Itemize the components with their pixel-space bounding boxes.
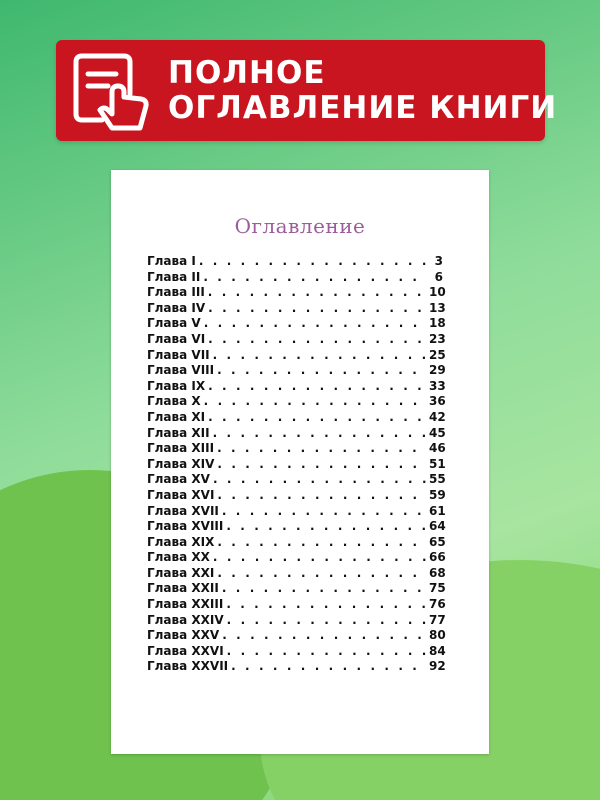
toc-entry-page-number: 77 xyxy=(429,612,446,627)
toc-entry-page-number: 3 xyxy=(434,254,443,268)
toc-entry-leader-dots xyxy=(213,550,426,564)
toc-entry-page-number: 80 xyxy=(429,628,446,643)
toc-entry-leader-dots xyxy=(227,644,426,658)
toc-entry-leader-dots xyxy=(217,457,426,471)
toc-entry-page-number: 29 xyxy=(429,363,446,378)
toc-entry xyxy=(147,550,446,566)
toc-entry xyxy=(147,254,443,270)
toc-entry-label: Глава VI xyxy=(147,331,206,346)
toc-entry-label: Глава IV xyxy=(147,300,206,315)
document-hand-icon xyxy=(68,48,154,134)
toc-entry xyxy=(147,378,446,395)
toc-entry-leader-dots xyxy=(204,316,426,330)
toc-entry-label: Глава III xyxy=(147,285,205,300)
toc-entry xyxy=(147,270,443,286)
toc-entry xyxy=(147,612,446,629)
toc-entry-label: Глава XIII xyxy=(147,441,215,456)
toc-entry-label: Глава XXIV xyxy=(147,612,224,627)
toc-entry-page-number: 66 xyxy=(429,550,446,565)
toc-entry xyxy=(147,503,446,520)
toc-entry-page-number: 75 xyxy=(429,581,446,596)
toc-entry-page-number: 76 xyxy=(429,597,446,612)
toc-title: Оглавление xyxy=(234,214,366,238)
toc-entry xyxy=(147,441,446,457)
toc-entry-page-number: 65 xyxy=(429,534,446,549)
toc-entry-label: Глава XVIII xyxy=(147,519,224,534)
toc-entry-leader-dots xyxy=(203,270,426,284)
toc-entry xyxy=(147,565,446,582)
toc-entry-leader-dots xyxy=(208,332,426,346)
toc-entry-label: Глава X xyxy=(147,394,201,409)
toc-entry-leader-dots xyxy=(222,628,426,642)
toc-entry-leader-dots xyxy=(226,519,426,533)
toc-entry-leader-dots xyxy=(226,597,426,611)
toc-list xyxy=(147,254,446,675)
banner-title-line-1: ПОЛНОЕ xyxy=(168,54,326,91)
toc-entry-label: Глава XI xyxy=(147,409,206,424)
toc-entry-page-number: 92 xyxy=(429,659,446,674)
toc-entry-label: Глава XXII xyxy=(147,581,219,596)
toc-entry-leader-dots xyxy=(222,504,426,518)
toc-entry-page-number: 13 xyxy=(429,300,446,315)
toc-entry-page-number: 10 xyxy=(429,285,446,300)
toc-entry-page-number: 46 xyxy=(429,441,446,456)
toc-entry xyxy=(147,597,446,613)
toc-entry-label: Глава II xyxy=(147,269,201,284)
toc-entry-label: Глава XX xyxy=(147,550,210,565)
toc-entry-leader-dots xyxy=(213,472,426,486)
toc-entry-leader-dots xyxy=(208,285,426,299)
title-banner xyxy=(56,40,558,141)
toc-entry-leader-dots xyxy=(217,535,426,549)
toc-entry-page-number: 6 xyxy=(434,269,443,284)
toc-entry-leader-dots xyxy=(213,426,426,440)
toc-entry xyxy=(147,409,446,426)
toc-entry-leader-dots xyxy=(217,566,426,580)
toc-entry-page-number: 42 xyxy=(429,409,446,424)
toc-entry xyxy=(147,581,446,597)
toc-entry-page-number: 55 xyxy=(429,472,446,487)
toc-entry-label: Глава V xyxy=(147,316,201,331)
toc-entry-leader-dots xyxy=(231,659,426,673)
toc-entry-leader-dots xyxy=(217,441,426,455)
toc-entry-leader-dots xyxy=(217,363,426,377)
toc-entry xyxy=(147,456,446,473)
toc-entry-page-number: 84 xyxy=(429,643,446,658)
toc-entry-leader-dots xyxy=(227,613,426,627)
toc-entry-page-number: 25 xyxy=(429,347,446,362)
toc-entry xyxy=(147,628,446,644)
toc-entry-label: Глава XIV xyxy=(147,456,215,471)
toc-entry-leader-dots xyxy=(213,348,426,362)
toc-entry-label: Глава XIX xyxy=(147,534,215,549)
toc-entry xyxy=(147,534,446,551)
toc-entry-leader-dots xyxy=(204,394,426,408)
toc-entry xyxy=(147,316,446,332)
toc-entry-page-number: 64 xyxy=(429,519,446,534)
toc-entry xyxy=(147,363,446,379)
toc-entry xyxy=(147,425,446,442)
toc-entry-page-number: 23 xyxy=(429,331,446,346)
toc-entry xyxy=(147,285,446,301)
toc-entry-label: Глава VIII xyxy=(147,363,215,378)
toc-entry-page-number: 51 xyxy=(429,456,446,471)
toc-entry-label: Глава I xyxy=(147,254,196,268)
toc-entry-label: Глава XXIII xyxy=(147,597,224,612)
toc-entry-label: Глава IX xyxy=(147,378,206,393)
toc-entry xyxy=(147,394,446,410)
toc-entry-page-number: 33 xyxy=(429,378,446,393)
toc-entry-leader-dots xyxy=(208,379,426,393)
toc-entry xyxy=(147,331,446,348)
toc-entry xyxy=(147,643,446,660)
toc-entry-leader-dots xyxy=(208,301,426,315)
toc-entry-leader-dots xyxy=(199,254,426,268)
toc-entry-page-number: 18 xyxy=(429,316,446,331)
toc-entry-leader-dots xyxy=(217,488,426,502)
toc-entry-label: Глава XVII xyxy=(147,503,219,518)
toc-entry-leader-dots xyxy=(208,410,426,424)
toc-entry-label: Глава XXVI xyxy=(147,643,224,658)
toc-entry xyxy=(147,347,446,364)
toc-entry-page-number: 45 xyxy=(429,425,446,440)
toc-entry-label: Глава XII xyxy=(147,425,210,440)
toc-entry-label: Глава XXV xyxy=(147,628,220,643)
toc-entry-page-number: 36 xyxy=(429,394,446,409)
toc-entry-label: Глава VII xyxy=(147,347,210,362)
toc-entry xyxy=(147,659,446,675)
toc-entry xyxy=(147,300,446,317)
toc-entry-label: Глава XVI xyxy=(147,487,215,502)
toc-entry-leader-dots xyxy=(222,581,426,595)
toc-entry-page-number: 68 xyxy=(429,565,446,580)
book-page xyxy=(111,170,489,754)
banner-title xyxy=(168,56,557,126)
banner-title-line-2: ОГЛАВЛЕНИЕ КНИГИ xyxy=(168,89,558,126)
toc-entry xyxy=(147,519,446,535)
toc-entry-page-number: 61 xyxy=(429,503,446,518)
toc-entry-label: Глава XXVII xyxy=(147,659,229,674)
toc-entry-page-number: 59 xyxy=(429,487,446,502)
toc-entry-label: Глава XV xyxy=(147,472,210,487)
toc-entry xyxy=(147,487,446,504)
toc-entry xyxy=(147,472,446,488)
toc-entry-label: Глава XXI xyxy=(147,565,215,580)
